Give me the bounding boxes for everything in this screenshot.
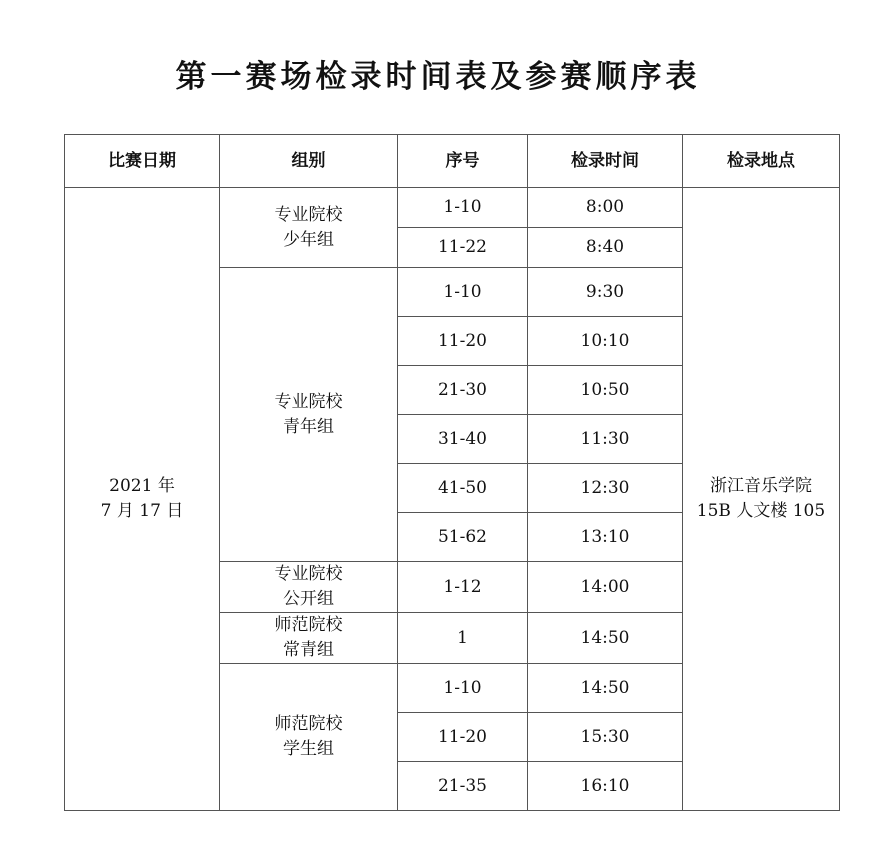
seq-cell: 1-10 — [398, 664, 528, 713]
time-cell: 8:40 — [528, 228, 683, 268]
seq-cell: 31-40 — [398, 415, 528, 464]
time-cell: 8:00 — [528, 188, 683, 228]
group-cell: 师范院校 学生组 — [220, 664, 398, 811]
schedule-table — [64, 134, 840, 811]
group-cell: 专业院校 公开组 — [220, 562, 398, 613]
seq-cell: 11-20 — [398, 713, 528, 762]
header-group: 组别 — [220, 135, 398, 188]
time-cell: 11:30 — [528, 415, 683, 464]
seq-cell: 21-30 — [398, 366, 528, 415]
page-title: 第一赛场检录时间表及参赛顺序表 — [175, 59, 701, 95]
seq-cell: 1-10 — [398, 188, 528, 228]
time-cell: 14:00 — [528, 562, 683, 613]
time-cell: 14:50 — [528, 664, 683, 713]
time-cell: 10:50 — [528, 366, 683, 415]
time-cell: 13:10 — [528, 513, 683, 562]
time-cell: 9:30 — [528, 268, 683, 317]
header-location: 检录地点 — [683, 135, 840, 188]
group-cell: 专业院校 少年组 — [220, 188, 398, 268]
seq-cell: 11-20 — [398, 317, 528, 366]
seq-cell: 1 — [398, 613, 528, 664]
seq-cell: 1-12 — [398, 562, 528, 613]
header-checkin-time: 检录时间 — [528, 135, 683, 188]
header-row — [65, 135, 840, 188]
location-cell: 浙江音乐学院 15B 人文楼 105 — [683, 188, 840, 811]
time-cell: 16:10 — [528, 762, 683, 811]
time-cell: 15:30 — [528, 713, 683, 762]
seq-cell: 1-10 — [398, 268, 528, 317]
seq-cell: 21-35 — [398, 762, 528, 811]
group-cell: 专业院校 青年组 — [220, 268, 398, 562]
seq-cell: 41-50 — [398, 464, 528, 513]
time-cell: 14:50 — [528, 613, 683, 664]
group-cell: 师范院校 常青组 — [220, 613, 398, 664]
header-seq: 序号 — [398, 135, 528, 188]
table-row — [65, 188, 840, 228]
time-cell: 12:30 — [528, 464, 683, 513]
header-date: 比赛日期 — [65, 135, 220, 188]
time-cell: 10:10 — [528, 317, 683, 366]
seq-cell: 51-62 — [398, 513, 528, 562]
seq-cell: 11-22 — [398, 228, 528, 268]
date-cell: 2021 年 7 月 17 日 — [65, 188, 220, 811]
